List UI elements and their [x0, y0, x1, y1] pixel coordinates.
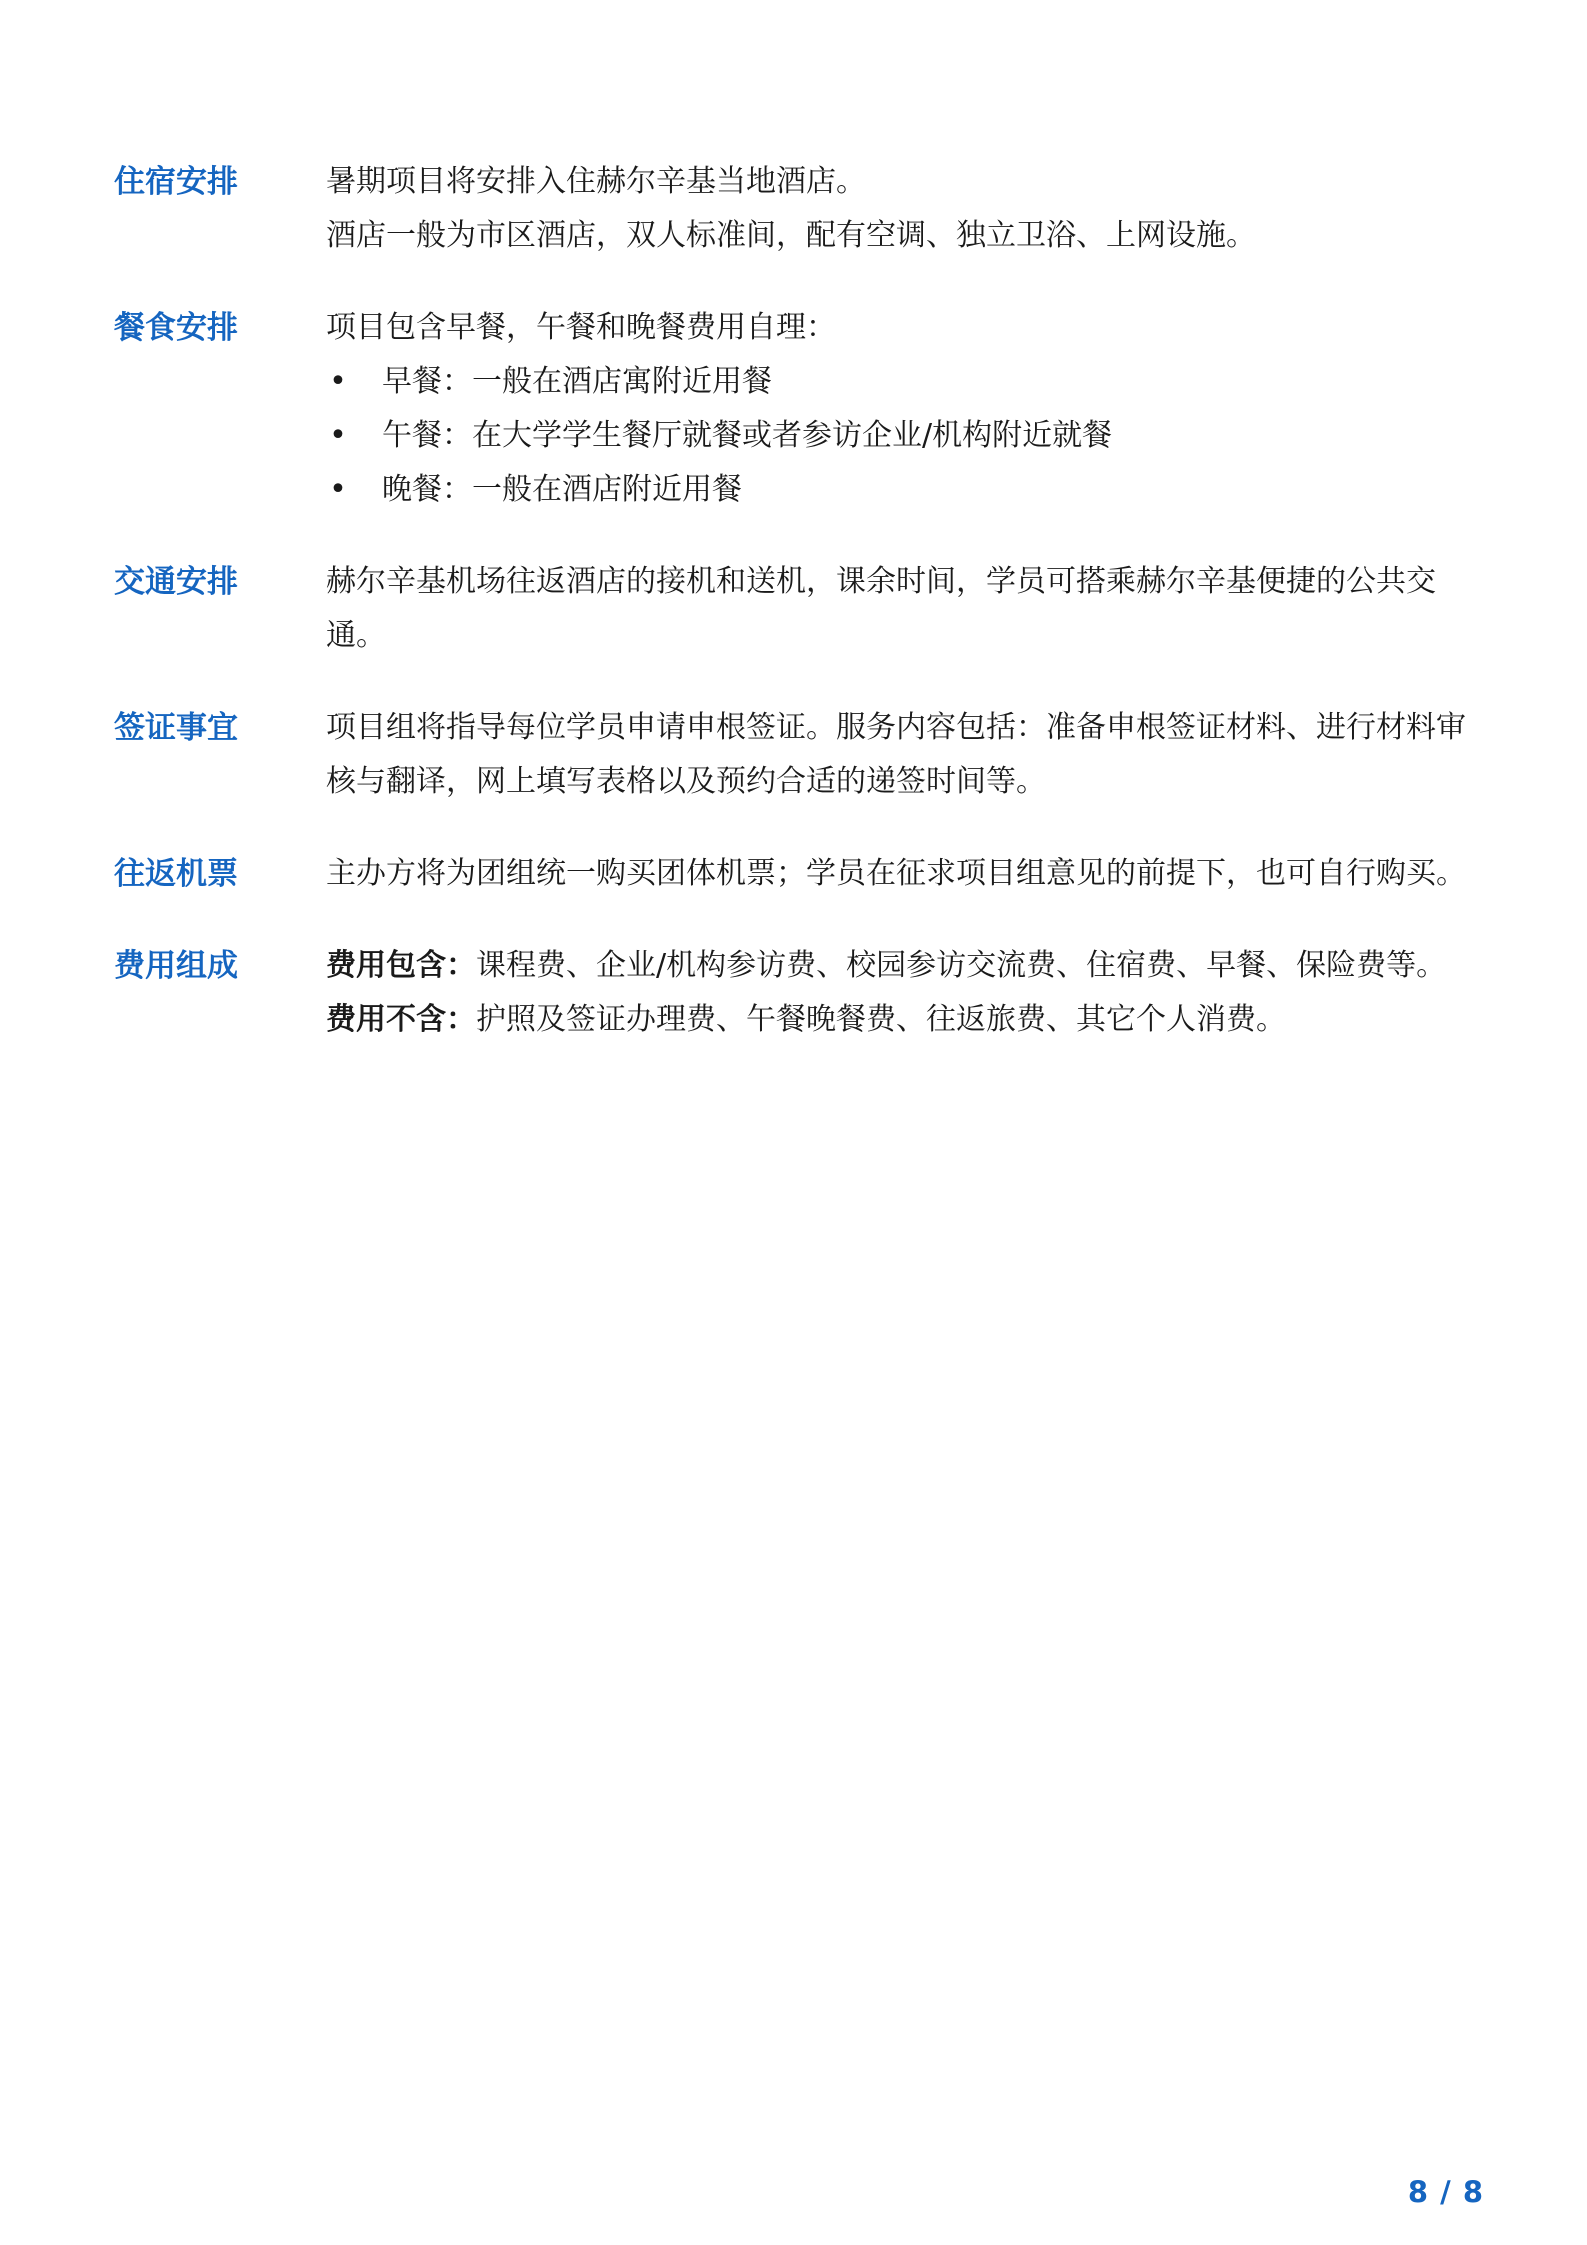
section-transport — [114, 555, 1474, 663]
bullet-icon: • — [329, 418, 347, 453]
meals-item-lunch: 午餐：在大学学生餐厅就餐或者参访企业/机构附近就餐 — [382, 418, 1113, 453]
accommodation-line-2: 酒店一般为市区酒店，双人标准间，配有空调、独立卫浴、上网设施。 — [326, 218, 1256, 253]
flights-text: 主办方将为团组统一购买团体机票；学员在征求项目组意见的前提下，也可自行购买。 — [326, 856, 1466, 891]
section-meals — [114, 301, 1474, 517]
meals-item-breakfast: 早餐：一般在酒店寓附近用餐 — [382, 364, 772, 399]
list-item — [326, 355, 1474, 409]
section-body-flights — [326, 847, 1474, 901]
accommodation-line-1: 暑期项目将安排入住赫尔辛基当地酒店。 — [326, 164, 866, 199]
meals-intro: 项目包含早餐，午餐和晚餐费用自理： — [326, 310, 836, 345]
fees-excluded — [326, 993, 1474, 1047]
fees-included-text: 课程费、企业/机构参访费、校园参访交流费、住宿费、早餐、保险费等。 — [476, 948, 1447, 983]
section-accommodation — [114, 155, 1474, 263]
list-item — [326, 463, 1474, 517]
section-body-visa — [326, 701, 1474, 809]
section-label-flights: 往返机票 — [114, 856, 238, 892]
list-item — [326, 409, 1474, 463]
transport-text: 赫尔辛基机场往返酒店的接机和送机，课余时间，学员可搭乘赫尔辛基便捷的公共交通。 — [326, 564, 1436, 653]
section-label-meals: 餐食安排 — [114, 310, 238, 346]
page-number: 8 / 8 — [1407, 2175, 1484, 2209]
section-body-meals — [326, 301, 1474, 517]
section-label-transport: 交通安排 — [114, 564, 238, 600]
meals-item-dinner: 晚餐：一般在酒店附近用餐 — [382, 472, 742, 507]
document-content — [114, 155, 1474, 1085]
bullet-icon: • — [329, 364, 347, 399]
meals-list — [326, 355, 1474, 517]
visa-text: 项目组将指导每位学员申请申根签证。服务内容包括：准备申根签证材料、进行材料审核与翻译，网上填写表格以及预约合适的递签时间等。 — [326, 710, 1466, 799]
section-fees — [114, 939, 1474, 1047]
section-body-transport — [326, 555, 1474, 663]
section-label-accommodation: 住宿安排 — [114, 164, 238, 200]
fees-excluded-label: 费用不含： — [326, 1002, 476, 1037]
bullet-icon: • — [329, 472, 347, 507]
section-flights — [114, 847, 1474, 901]
section-body-fees — [326, 939, 1474, 1047]
section-body-accommodation — [326, 155, 1474, 263]
fees-included-label: 费用包含： — [326, 948, 476, 983]
section-label-fees: 费用组成 — [114, 948, 238, 984]
section-label-visa: 签证事宜 — [114, 710, 238, 746]
fees-excluded-text: 护照及签证办理费、午餐晚餐费、往返旅费、其它个人消费。 — [476, 1002, 1286, 1037]
section-visa — [114, 701, 1474, 809]
fees-included — [326, 939, 1474, 993]
